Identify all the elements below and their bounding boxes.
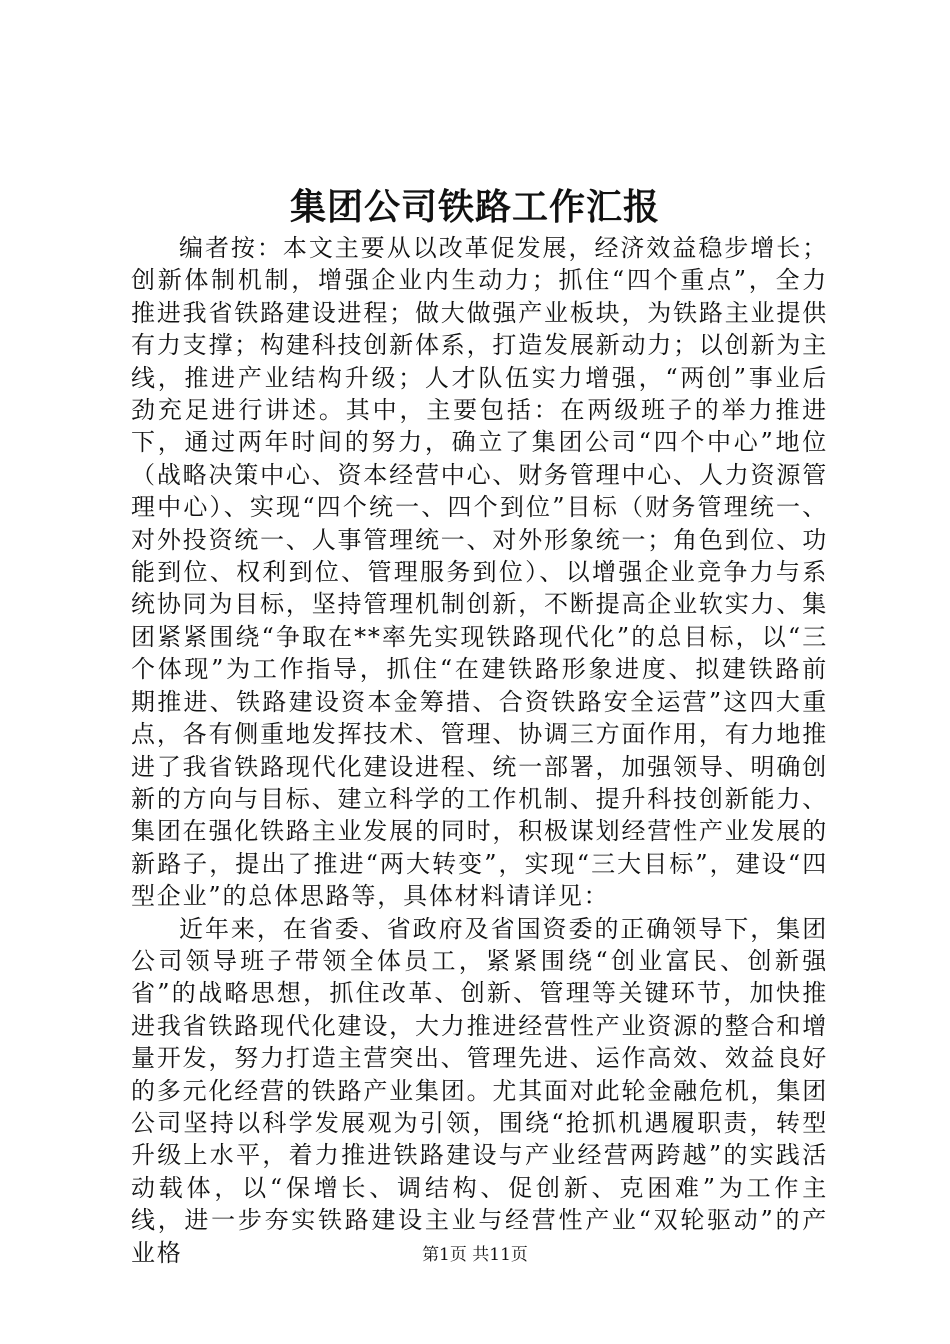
body-paragraph: 近年来，在省委、省政府及省国资委的正确领导下，集团公司领导班子带领全体员工，紧紧围绕“创业富民、创新强省”的战略思想，抓住改革、创新、管理等关键环节，加快推进我省铁路现代化建设，大力推进经营性产业资源的整合和增量开发，努力打造主营突出、管理先进、运作高效、效益良好的多元化经营的铁路产业集团。尤其面对此轮金融危机，集团公司坚持以科学发展观为引领，围绕“抢抓机遇履职责，转型升级上水平，着力推进铁路建设与产业经营两跨越”的实践活动载体，以“保增长、调结构、促创新、克困难”为工作主线，进一步夯实铁路建设主业与经营性产业“双轮驱动”的产业格	[131, 914, 828, 1267]
document-body	[131, 232, 828, 1269]
document-title: 集团公司铁路工作汇报	[289, 186, 660, 228]
page-footer: 第1页 共11页	[422, 1245, 528, 1265]
editor-note-paragraph: 编者按：本文主要从以改革促发展，经济效益稳步增长；创新体制机制，增强企业内生动力；抓住“四个重点”，全力推进我省铁路建设进程；做大做强产业板块，为铁路主业提供有力支撑；构建科技创新体系，打造发展新动力；以创新为主线，推进产业结构升级；人才队伍实力增强，“两创”事业后劲充足进行讲述。其中，主要包括：在两级班子的举力推进下，通过两年时间的努力，确立了集团公司“四个中心”地位（战略决策中心、资本经营中心、财务管理中心、人力资源管理中心）、实现“四个统一、四个到位”目标（财务管理统一、对外投资统一、人事管理统一、对外形象统一；角色到位、功能到位、权利到位、管理服务到位）、以增强企业竞争力与系统协同为目标，坚持管理机制创新，不断提高企业软实力、集团紧紧围绕“争取在**率先实现铁路现代化”的总目标，以“三个体现”为工作指导，抓住“在建铁路形象进度、拟建铁路前期推进、铁路建设资本金筹措、合资铁路安全运营”这四大重点，各有侧重地发挥技术、管理、协调三方面作用，有力地推进了我省铁路现代化建设进程、统一部署，加强领导、明确创新的方向与目标、建立科学的工作机制、提升科技创新能力、集团在强化铁路主业发展的同时，积极谋划经营性产业发展的新路子，提出了推进“两大转变”，实现“三大目标”，建设“四型企业”的总体思路等，具体材料请详见：	[131, 234, 828, 911]
